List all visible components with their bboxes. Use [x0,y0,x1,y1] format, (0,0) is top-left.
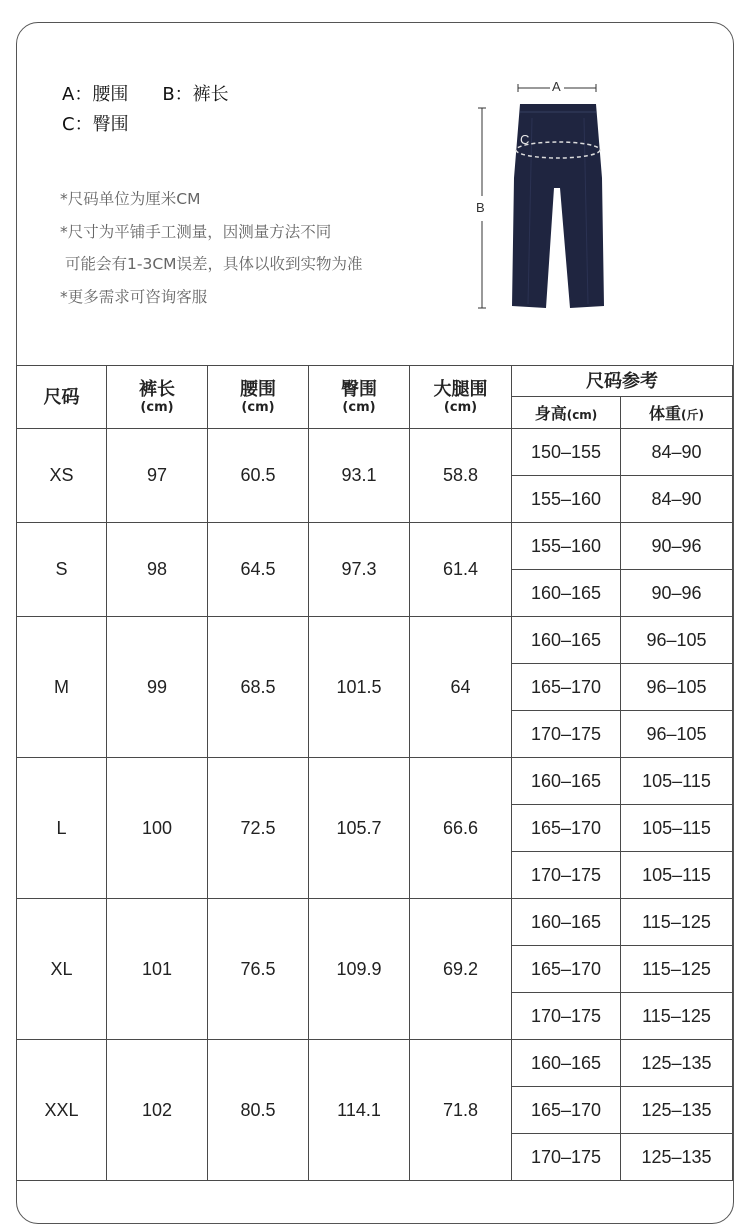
cell-ref-weight: 84–90 [621,429,733,476]
legend-hip: C：臀围 [62,114,129,135]
cell-thigh: 66.6 [410,758,512,899]
cell-waist: 64.5 [208,523,309,617]
cell-size: XS [17,429,107,523]
cell-waist: 72.5 [208,758,309,899]
label-b: B [476,200,485,215]
header-thigh: 大腿围 (cm) [410,366,512,429]
cell-thigh: 71.8 [410,1040,512,1181]
cell-ref-height: 170–175 [512,711,621,758]
cell-ref-height: 170–175 [512,1134,621,1181]
cell-length: 100 [107,758,208,899]
cell-hip: 114.1 [309,1040,410,1181]
cell-ref-weight: 96–105 [621,711,733,758]
measurement-notes [60,183,363,313]
size-table-body [17,429,733,1181]
cell-waist: 80.5 [208,1040,309,1181]
cell-ref-height: 165–170 [512,805,621,852]
header-waist: 腰围 (cm) [208,366,309,429]
cell-ref-height: 155–160 [512,523,621,570]
cell-length: 97 [107,429,208,523]
cell-ref-height: 170–175 [512,993,621,1040]
cell-ref-height: 165–170 [512,664,621,711]
note-method: *尺寸为平铺手工测量，因测量方法不同 [60,222,332,241]
cell-ref-weight: 125–135 [621,1134,733,1181]
header-size-reference: 尺码参考 [512,366,733,397]
cell-waist: 60.5 [208,429,309,523]
cell-size: XL [17,899,107,1040]
cell-ref-weight: 90–96 [621,523,733,570]
cell-length: 101 [107,899,208,1040]
cell-thigh: 61.4 [410,523,512,617]
cell-waist: 76.5 [208,899,309,1040]
cell-hip: 105.7 [309,758,410,899]
cell-ref-height: 160–165 [512,899,621,946]
cell-ref-weight: 115–125 [621,899,733,946]
cell-ref-weight: 96–105 [621,664,733,711]
table-row [17,523,733,570]
cell-ref-height: 160–165 [512,758,621,805]
table-row [17,1040,733,1087]
cell-ref-weight: 115–125 [621,946,733,993]
cell-ref-height: 165–170 [512,946,621,993]
cell-ref-weight: 96–105 [621,617,733,664]
cell-thigh: 64 [410,617,512,758]
note-unit: *尺码单位为厘米CM [60,190,201,208]
cell-ref-weight: 115–125 [621,993,733,1040]
cell-ref-weight: 125–135 [621,1040,733,1087]
cell-ref-height: 150–155 [512,429,621,476]
cell-hip: 97.3 [309,523,410,617]
note-service: *更多需求可咨询客服 [60,287,208,306]
cell-ref-height: 155–160 [512,476,621,523]
cell-length: 98 [107,523,208,617]
cell-ref-height: 160–165 [512,617,621,664]
cell-size: L [17,758,107,899]
table-row [17,899,733,946]
header-hip: 臀围 (cm) [309,366,410,429]
cell-hip: 109.9 [309,899,410,1040]
legend-length: B：裤长 [162,84,229,105]
table-row [17,617,733,664]
cell-length: 102 [107,1040,208,1181]
cell-hip: 101.5 [309,617,410,758]
cell-ref-weight: 90–96 [621,570,733,617]
cell-ref-height: 165–170 [512,1087,621,1134]
cell-ref-weight: 105–115 [621,805,733,852]
pants-illustration [470,78,620,318]
cell-thigh: 69.2 [410,899,512,1040]
cell-ref-height: 170–175 [512,852,621,899]
cell-ref-weight: 125–135 [621,1087,733,1134]
cell-size: XXL [17,1040,107,1181]
header-size: 尺码 [17,366,107,429]
note-error: 可能会有1-3CM误差，具体以收到实物为准 [65,255,363,273]
pants-diagram [470,78,620,318]
label-c: C [520,132,530,147]
legend-waist: A：腰围 [62,84,129,105]
cell-size: S [17,523,107,617]
cell-waist: 68.5 [208,617,309,758]
cell-ref-height: 160–165 [512,570,621,617]
header-height: 身高(cm) [512,397,621,429]
table-row [17,429,733,476]
cell-hip: 93.1 [309,429,410,523]
cell-ref-weight: 105–115 [621,758,733,805]
header-length: 裤长 (cm) [107,366,208,429]
cell-ref-weight: 84–90 [621,476,733,523]
cell-thigh: 58.8 [410,429,512,523]
cell-length: 99 [107,617,208,758]
cell-size: M [17,617,107,758]
measurement-legend [62,80,229,140]
size-table [16,365,733,1181]
label-a: A [552,79,561,94]
table-row [17,758,733,805]
cell-ref-height: 160–165 [512,1040,621,1087]
cell-ref-weight: 105–115 [621,852,733,899]
header-weight: 体重(斤) [621,397,733,429]
